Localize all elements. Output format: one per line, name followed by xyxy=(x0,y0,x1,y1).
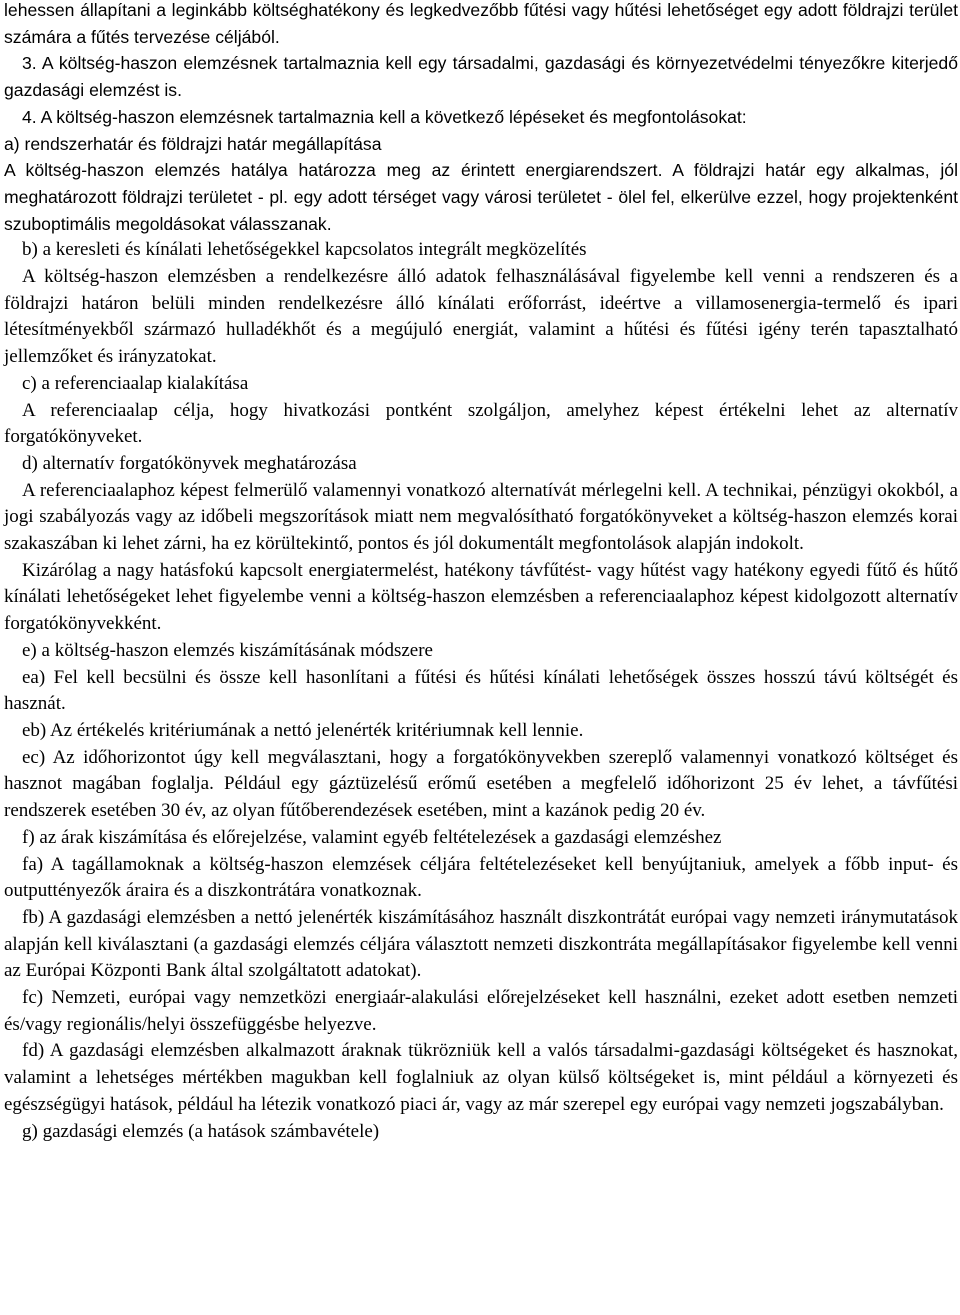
paragraph-b-body: A költség-haszon elemzésben a rendelkezésre álló adatok felhasználásával figyelembe kell venni a rendszeren és a földrajzi határon belüli minden rendelkezésre álló kínálati erőforrást, ideértve a villamosenergia-termelő és ipari létesítményekből származó hulladékhőt és a megújuló energiát, valamint a hűtési és fűtési igény terén tapasztalható jellemzőket és irányzatokat. xyxy=(4,266,958,368)
paragraph-eb: eb) Az értékelés kritériumának a nettó jelenérték kritériumnak kell lennie. xyxy=(22,719,584,741)
heading-c: c) a referenciaalap kialakítása xyxy=(22,372,249,394)
paragraph-ec: ec) Az időhorizontot úgy kell megválasztani, hogy a forgatókönyvekben szereplő valamennyi vonatkozó költséget és hasznot magában foglalja. Például egy gáztüzelésű erőmű esetében a megfelelő időhorizont 25 év lehet, a távfűtési rendszerek esetében 30 év, az olyan fűtőberendezések esetében, mint a kazánok pedig 20 év. xyxy=(4,746,958,822)
heading-a: a) rendszerhatár és földrajzi határ megállapítása xyxy=(4,133,382,154)
paragraph-a-body: A költség-haszon elemzés hatálya határozza meg az érintett energiarendszert. A földrajzi határ egy alkalmas, jól meghatározott földrajzi területet - pl. egy adott térséget vagy városi területet - ölel fel, elkerülve ezzel, hogy projektenként szuboptimális megoldásokat válasszanak. xyxy=(4,160,958,234)
heading-f: f) az árak kiszámítása és előrejelzése, valamint egyéb feltételezések a gazdasági elemzéshez xyxy=(22,826,722,848)
paragraph-fd: fd) A gazdasági elemzésben alkalmazott áraknak tükrözniük kell a valós társadalmi-gazdasági költségeket és hasznokat, valamint a lehetséges mértékben magukban kell foglalniuk az olyan külső költségeket is, mint például a környezeti és egészségügyi hatások, például ha létezik vonatkozó piaci ár, vagy az már szerepel egy európai vagy nemzeti jogszabályban. xyxy=(4,1040,958,1115)
paragraph-intro-continuation: lehessen állapítani a leginkább költséghatékony és legkedvezőbb fűtési vagy hűtési lehetőséget egy adott földrajzi terület számára a fűtés tervezése céljából. xyxy=(4,0,958,47)
paragraph-fc: fc) Nemzeti, európai vagy nemzetközi energiaár-alakulási előrejelzéseket kell használni, ezeket adott esetben nemzeti és/vagy regionális/helyi összefüggésbe helyezve. xyxy=(4,987,958,1035)
paragraph-d-body-2: Kizárólag a nagy hatásfokú kapcsolt energiatermelést, hatékony távfűtést- vagy hűtést vagy hatékony egyedi fűtő és hűtő kínálati lehetőségeket lehet figyelembe venni a költség-haszon elemzésben a referenciaalaphoz képest kidolgozott alternatív forgatókönyvekként. xyxy=(4,559,958,635)
document-page xyxy=(4,0,958,1145)
paragraph-fb: fb) A gazdasági elemzésben a nettó jelenérték kiszámításához használt diszkontrátát európai vagy nemzeti iránymutatások alapján kell kiválasztani (a gazdasági elemzés céljára választott nemzeti diszkontráta megállapításakor figyelembe kell venni az Európai Központi Bank által szolgáltatott adatokat). xyxy=(4,906,958,982)
paragraph-fa: fa) A tagállamoknak a költség-haszon elemzések céljára feltételezéseket kell benyújtaniuk, amelyek a főbb input- és outputtényezők áraira és a diszkontrátára vonatkoznak. xyxy=(4,853,958,902)
paragraph-point-4: 4. A költség-haszon elemzésnek tartalmaznia kell a következő lépéseket és megfontolásokat: xyxy=(22,106,747,127)
paragraph-c-body: A referenciaalap célja, hogy hivatkozási pontként szolgáljon, amelyhez képest értékelni lehet az alternatív forgatókönyveket. xyxy=(4,399,958,448)
heading-d: d) alternatív forgatókönyvek meghatározása xyxy=(22,452,357,474)
paragraph-d-body: A referenciaalaphoz képest felmerülő valamennyi vonatkozó alternatívát mérlegelni kell. A technikai, pénzügyi okokból, a jogi szabályozás vagy az időbeli megszorítások miatt nem megvalósítható forgatókönyveket a költség-haszon elemzés korai szakaszában ki lehet zárni, ha ez körültekintő, pontos és jól dokumentált megfontolások alapján indokolt. xyxy=(4,479,958,555)
paragraph-point-3: 3. A költség-haszon elemzésnek tartalmaznia kell egy társadalmi, gazdasági és környezetvédelmi tényezőkre kiterjedő gazdasági elemzést is. xyxy=(4,53,958,101)
heading-g: g) gazdasági elemzés (a hatások számbavétele) xyxy=(22,1120,380,1142)
paragraph-ea: ea) Fel kell becsülni és össze kell hasonlítani a fűtési és hűtési kínálati lehetőségek összes hosszú távú költségét és hasznát. xyxy=(4,666,958,715)
heading-b: b) a keresleti és kínálati lehetőségekkel kapcsolatos integrált megközelítés xyxy=(22,239,587,261)
heading-e: e) a költség-haszon elemzés kiszámításának módszere xyxy=(22,639,433,661)
